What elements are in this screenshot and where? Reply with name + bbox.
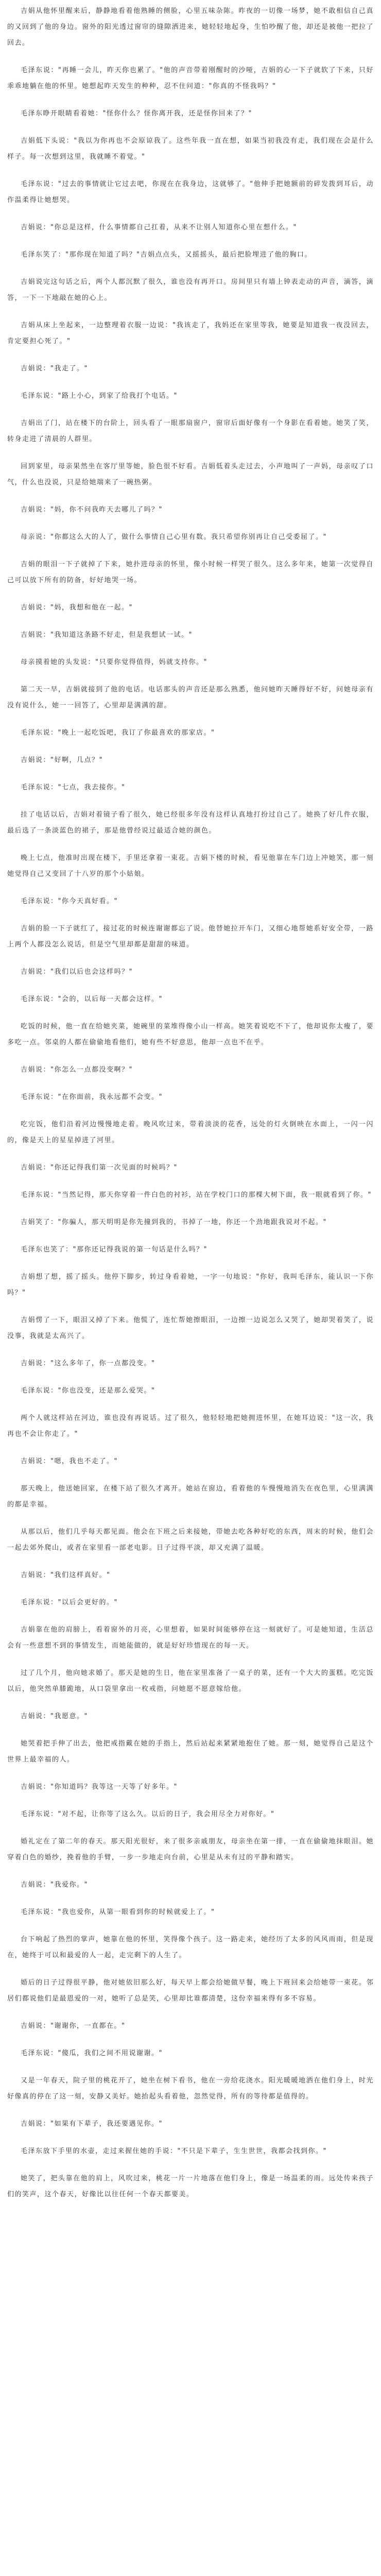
- paragraph: 第二天一早，吉娟就接到了他的电话。电话那头的声音还是那么熟悉，他问她昨天睡得好不好，问她母亲有没有说什么，她一一回答了，心里却是满满的甜。: [7, 686, 374, 709]
- paragraph: 吉娟说："妈，我想和他在一起。": [21, 604, 133, 612]
- paragraph: 过了几个月，他向她求婚了。那天是她的生日，他在家里准备了一桌子的菜，还有一个大大的蛋糕。吃完饭以后，他突然单膝跪地，从口袋里拿出一枚戒指，问她愿不愿意嫁给他。: [7, 1669, 374, 1693]
- paragraph: 吉娟说："你知道吗？我等这一天等了好多年。": [21, 1783, 178, 1791]
- paragraph: 吉娟从床上坐起来，一边整理着衣服一边说："我该走了，我妈还在家里等我，她要是知道我一夜没回去，肯定要担心死了。": [7, 321, 374, 345]
- paragraph: 那天晚上，他送她回家，在楼下站了很久才离开。她站在窗边，看着他的车慢慢地消失在夜色里，心里满满的都是幸福。: [7, 1485, 374, 1509]
- paragraph: 台下响起了热烈的掌声，她靠在他的怀里，笑得像个孩子。这一路走来，她经历了太多的风风雨雨，但是现在，她终于可以和最爱的人一起，走完剩下的人生了。: [7, 1936, 374, 1959]
- paragraph: 吉娟说："我愿意。": [21, 1713, 88, 1720]
- paragraph: 吉娟说："嗯，我也不走了。": [21, 1458, 118, 1465]
- paragraph: 吉娟的脸一下子就红了，接过花的时候连谢谢都忘了说。他替她拉开车门，又细心地帮她系好安全带，一路上两个人都没怎么说话，但是空气里却都是甜甜的味道。: [7, 925, 374, 948]
- paragraph: 吉娟说："我爱你。": [21, 1881, 88, 1889]
- paragraph: 吉娟笑了："你骗人，那天明明是你先撞到我的，书掉了一地，你还一个劲地跟我说对不起。": [21, 1218, 327, 1226]
- paragraph: 吉娟说："你还记得我们第一次见面的时候吗？": [21, 1164, 178, 1172]
- paragraph: 毛泽东说："路上小心，到家了给我打个电话。": [21, 392, 178, 400]
- paragraph: 吃饭的时候，他一直在给她夹菜，她碗里的菜堆得像小山一样高。她笑着说吃不下了，他却说你太瘦了，要多吃一点。邻桌的人都在偷偷地看他们，她有些不好意思，他却一点也不在乎。: [7, 1023, 374, 1046]
- paragraph: 吉娟说完这句话之后，两个人都沉默了很久，谁也没有再开口。房间里只有墙上钟表走动的声音，滴答，滴答，一下一下地敲在她的心上。: [7, 278, 374, 302]
- paragraph: 毛泽东说："会的，以后每一天都会这样。": [21, 995, 163, 1003]
- paragraph: 毛泽东睁开眼睛看着她："怪你什么？怪你离开我，还是怪你回来了？": [21, 110, 252, 117]
- paragraph: 婚礼定在了第二年的春天。那天阳光很好，来了很多亲戚朋友，母亲坐在第一排，一直在偷偷地抹眼泪。她穿着白色的婚纱，挽着他的手臂，一步一步地走向台前，心里是从未有过的平静和踏实。: [7, 1838, 374, 1861]
- paragraph: 吉娟靠在他的肩膀上，看着窗外的月亮，心里想着，如果时间能够停在这一刻就好了。可是她知道，生活总会有一些意想不到的事情发生，而她能做的，就是好好珍惜现在的每一天。: [7, 1626, 374, 1650]
- paragraph: 吉娟说："你总是这样，什么事情都自己扛着，从来不让别人知道你心里在想什么。": [21, 224, 297, 231]
- paragraph: 婚后的日子过得很平静，他对她依旧那么好，每天早上都会给她做早餐，晚上下班回来会给她带一束花。邻居们都说他们是最恩爱的一对，她听了总是笑，心里却比谁都清楚，这份幸福来得有多不容易。: [7, 1979, 374, 2003]
- paragraph: 母亲摸着她的头发说："只要你觉得值得，妈就支持你。": [21, 658, 207, 666]
- paragraph: 毛泽东说："当然记得，那天你穿着一件白色的衬衫，站在学校门口的那棵大树下面，我一眼就看到了你。": [21, 1191, 372, 1199]
- paragraph: 毛泽东笑了："那你现在知道了吗？"吉娟点点头，又摇摇头，最后把脸埋进了他的胸口。: [21, 251, 312, 259]
- paragraph: 毛泽东说："傻瓜，我们之间不用说谢谢。": [21, 2049, 163, 2057]
- paragraph: 毛泽东也笑了："那你还记得我说的第一句话是什么吗？": [21, 1246, 207, 1253]
- paragraph: 毛泽东说："在你面前，我永远都不会变。": [21, 1093, 163, 1101]
- paragraph: 吉娟说："我们以后也会这样吗？": [21, 968, 133, 976]
- paragraph: 吉娟低下头说："我以为你再也不会原谅我了。这些年我一直在想，如果当初我没有走，我们现在会是什么样子。每一次想到这里，我就睡不着觉。": [7, 137, 374, 161]
- paragraph: 毛泽东说："你也没变，还是那么爱哭。": [21, 1387, 155, 1395]
- paragraph: 吉娟说："你怎么一点都没变啊？": [21, 1066, 133, 1074]
- paragraph: 毛泽东说："以后会更好的。": [21, 1599, 118, 1606]
- paragraph: 吉娟说："我知道这条路不好走，但是我想试一试。": [21, 631, 193, 639]
- paragraph: 吉娟说："妈，你不问我昨天去哪儿了吗？": [21, 506, 163, 514]
- article-body: [7, 3, 374, 2202]
- paragraph: 母亲说："你都这么大的人了，做什么事情自己心里有数。我只希望你别再让自己受委屈了。": [21, 533, 327, 541]
- paragraph: 吉娟说："好啊，几点？": [21, 756, 103, 764]
- paragraph: 毛泽东说："过去的事情就让它过去吧，你现在在我身边，这就够了。"他伸手把她额前的碎发拨到耳后，动作温柔得让她想哭。: [7, 180, 374, 204]
- paragraph: 吃完饭，他们沿着河边慢慢地走着。晚风吹过来，带着淡淡的花香，远处的灯火倒映在水面上，一闪一闪的，像是天上的星星掉进了河里。: [7, 1121, 374, 1144]
- paragraph: 吉娟从他怀里醒来后，静静地看着他熟睡的侧脸，心里五味杂陈。昨夜的一切像一场梦，她不敢相信自己真的又回到了他的身边。窗外的阳光透过窗帘的缝隙洒进来，她轻轻地起身，生怕吵醒了他，却还是被他一把拉了回去。: [7, 7, 374, 47]
- paragraph: 吉娟愣了一下，眼泪又掉了下来。他慌了，连忙帮她擦眼泪，一边擦一边说怎么又哭了，她却哭着笑了，说没事，我就是太高兴了。: [7, 1316, 374, 1340]
- paragraph: 她笑了，把头靠在他的肩上，风吹过来，桃花一片一片地落在他们身上，像是一场温柔的雨。远处传来孩子们的笑声，这个春天，好像比以往任何一个春天都要美。: [7, 2175, 374, 2198]
- paragraph: 毛泽东放下手里的水壶，走过来握住她的手说："不只是下辈子，生生世世，我都会找到你。": [21, 2147, 327, 2155]
- paragraph: 吉娟出了门，站在楼下的台阶上，回头看了一眼那扇窗户，窗帘后面好像有一个身影在看着她。她笑了笑，转身走进了清晨的人群里。: [7, 419, 374, 443]
- paragraph: 吉娟说："这么多年了，你一点都没变。": [21, 1360, 155, 1367]
- paragraph: 两个人就这样站在河边，谁也没有再说话。过了很久，他轻轻地把她拥进怀里，在她耳边说："这一次，我再也不会让你走了。": [7, 1414, 374, 1438]
- paragraph: 又是一年春天，院子里的桃花开了，她坐在树下看书，他在一旁给花浇水。阳光暖暖地洒在他们身上，时光好像真的停在了这一刻，安静又美好。她抬起头看着他，忽然觉得，所有的等待都是值得的。: [7, 2077, 374, 2100]
- paragraph: 吉娟说："谢谢你，一直都在。": [21, 2022, 126, 2030]
- paragraph: 毛泽东说："七点，我去接你。": [21, 784, 126, 791]
- paragraph: 吉娟说："如果有下辈子，我还要遇见你。": [21, 2120, 163, 2128]
- paragraph: 吉娟说："我们这样真好。": [21, 1571, 111, 1579]
- paragraph: 毛泽东说："对不起，让你等了这么久。以后的日子，我会用尽全力对你好。": [21, 1810, 275, 1818]
- paragraph: 毛泽东说："晚上一起吃饭吧，我订了你最喜欢的那家店。": [21, 729, 215, 737]
- paragraph: 毛泽东说："再睡一会儿，昨天你也累了。"他的声音带着刚醒时的沙哑，吉娟的心一下子就软了下来，只好乖乖地躺在他的怀里。她想起昨天发生的种种，忍不住问道："你真的不怪我吗？": [7, 66, 374, 90]
- paragraph: 从那以后，他们几乎每天都见面。他会在下班之后来接她，带她去吃各种好吃的东西，周末的时候，他们会一起去郊外爬山，或者在家里看一部老电影。日子过得平淡，却又充满了温暖。: [7, 1528, 374, 1552]
- paragraph: 她哭着把手伸了出去，他把戒指戴在她的手指上，然后站起来紧紧地抱住了她。那一刻，她觉得自己是这个世界上最幸福的人。: [7, 1740, 374, 1764]
- paragraph: 吉娟说："我走了。": [21, 365, 88, 372]
- paragraph: 挂了电话以后，吉娟对着镜子看了很久，她已经很多年没有这样认真地打扮过自己了。她换了好几件衣服，最后选了一条淡蓝色的裙子，那是他曾经说过最适合她的颜色。: [7, 811, 374, 835]
- paragraph: 毛泽东说："你今天真好看。": [21, 897, 118, 905]
- paragraph: 晚上七点，他准时出现在楼下，手里还拿着一束花。吉娟下楼的时候，看见他靠在车门边上冲她笑，那一刻她觉得自己又变回了十八岁的那个小姑娘。: [7, 854, 374, 878]
- paragraph: 吉娟想了想，摇了摇头。他停下脚步，转过身看着她，一字一句地说："你好，我叫毛泽东，能认识一下你吗？": [7, 1273, 374, 1297]
- paragraph: 吉娟的眼泪一下子就掉了下来，她扑进母亲的怀里，像小时候一样哭了很久。这么多年来，她第一次觉得自己可以放下所有的防备，好好地哭一场。: [7, 561, 374, 584]
- paragraph: 回到家里，母亲果然坐在客厅里等她，脸色很不好看。吉娟低着头走过去，小声地叫了一声妈，母亲叹了口气，什么也没说，只是给她端来了一碗热粥。: [7, 463, 374, 486]
- paragraph: 毛泽东说："我也爱你，从第一眼看到你的时候就爱上了。": [21, 1908, 215, 1916]
